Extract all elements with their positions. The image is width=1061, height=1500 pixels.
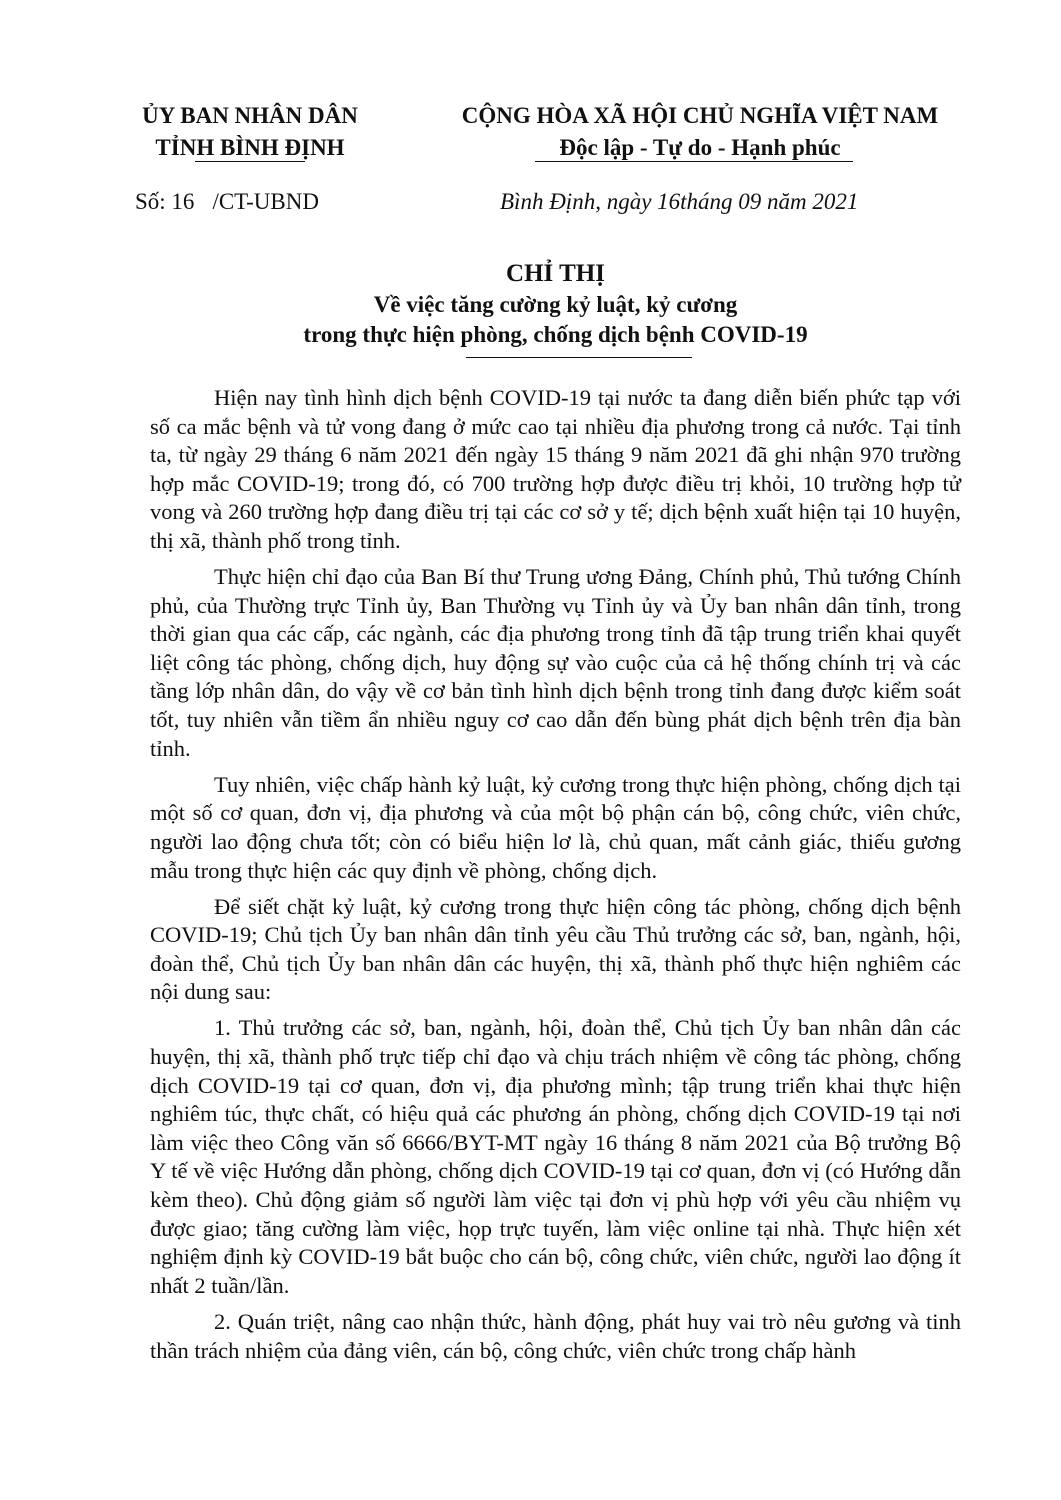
body-paragraph: 1. Thủ trưởng các sở, ban, ngành, hội, đoàn thể, Chủ tịch Ủy ban nhân dân các huyện, thị xã, thành phố trực tiếp chỉ đạo và chịu trách nhiệm về công tác phòng, chống dịch COVID-19 tại cơ quan, đơn vị, địa phương mình; tập trung triển khai thực hiện nghiêm túc, thực chất, có hiệu quả các phương án phòng, chống dịch COVID-19 tại nơi làm việc theo Công văn số 6666/BYT-MT ngày 16 tháng 8 năm 2021 của Bộ trưởng Bộ Y tế về việc Hướng dẫn phòng, chống dịch COVID-19 tại cơ quan, đơn vị (có Hướng dẫn kèm theo). Chủ động giảm số người làm việc tại đơn vị phù hợp với yêu cầu nhiệm vụ được giao; tăng cường làm việc, họp trực tuyến, làm việc online tại nhà. Thực hiện xét nghiệm định kỳ COVID-19 bắt buộc cho cán bộ, công chức, viên chức, người lao động ít nhất 2 tuần/lần. [150, 1015, 961, 1298]
document-title [150, 258, 961, 350]
title-underline [466, 357, 692, 358]
national-motto: Độc lập - Tự do - Hạnh phúc [559, 135, 841, 160]
document-type: CHỈ THỊ [506, 260, 605, 287]
subject-line-1: Về việc tăng cường kỷ luật, kỷ cương [373, 292, 738, 317]
body-paragraph: Tuy nhiên, việc chấp hành kỷ luật, kỷ cương trong thực hiện phòng, chống dịch tại một số cơ quan, đơn vị, địa phương và của một bộ phận cán bộ, công chức, viên chức, người lao động chưa tốt; còn có biểu hiện lơ là, chủ quan, mất cảnh giác, thiếu gương mẫu trong thực hiện các quy định về phòng, chống dịch. [150, 771, 961, 883]
motto-underline [535, 161, 853, 162]
place-and-date: Bình Định, ngày 16tháng 09 năm 2021 [500, 189, 859, 214]
issuing-agency [120, 100, 380, 164]
body-paragraph: 2. Quán triệt, nâng cao nhận thức, hành động, phát huy vai trò nêu gương và tinh thần trách nhiệm của đảng viên, cán bộ, công chức, viên chức trong chấp hành [150, 1308, 961, 1363]
agency-line-1: ỦY BAN NHÂN DÂN [142, 103, 358, 128]
document-number-suffix: /CT-UBND [212, 189, 319, 214]
body-paragraph: Hiện nay tình hình dịch bệnh COVID-19 tại nước ta đang diễn biến phức tạp với số ca mắc bệnh và tử vong đang ở mức cao tại nhiều địa phương trong cả nước. Tại tỉnh ta, từ ngày 29 tháng 6 năm 2021 đến ngày 15 tháng 9 năm 2021 đã ghi nhận 970 trường hợp mắc COVID-19; trong đó, có 700 trường hợp được điều trị khỏi, 10 trường hợp tử vong và 260 trường hợp đang điều trị tại các cơ sở y tế; dịch bệnh xuất hiện tại 10 huyện, thị xã, thành phố trong tỉnh. [150, 385, 961, 553]
national-title [425, 100, 975, 164]
body-paragraph: Để siết chặt kỷ luật, kỷ cương trong thực hiện công tác phòng, chống dịch bệnh COVID-19; Chủ tịch Ủy ban nhân dân tỉnh yêu cầu Thủ trưởng các sở, ban, ngành, hội, đoàn thể, Chủ tịch Ủy ban nhân dân các huyện, thị xã, thành phố thực hiện nghiêm các nội dung sau: [150, 893, 961, 1005]
agency-underline [195, 161, 305, 162]
body-paragraph: Thực hiện chỉ đạo của Ban Bí thư Trung ương Đảng, Chính phủ, Thủ tướng Chính phủ, của Thường trực Tỉnh ủy, Ban Thường vụ Tỉnh ủy và Ủy ban nhân dân tỉnh, trong thời gian qua các cấp, các ngành, các địa phương trong tỉnh đã tập trung triển khai quyết liệt công tác phòng, chống dịch, huy động sự vào cuộc của cả hệ thống chính trị và các tầng lớp nhân dân, do vậy về cơ bản tình hình dịch bệnh trong tỉnh đang được kiểm soát tốt, tuy nhiên vẫn tiềm ẩn nhiều nguy cơ cao dẫn đến bùng phát dịch bệnh trên địa bàn tỉnh. [150, 564, 961, 761]
subject-line-2: trong thực hiện phòng, chống dịch bệnh COVID-19 [303, 322, 808, 347]
nation-name: CỘNG HÒA XÃ HỘI CHỦ NGHĨA VIỆT NAM [461, 103, 939, 128]
document-body [150, 384, 961, 1373]
document-number [135, 186, 319, 218]
agency-line-2: TỈNH BÌNH ĐỊNH [155, 135, 345, 160]
document-number-prefix: Số: 16 [135, 189, 195, 214]
